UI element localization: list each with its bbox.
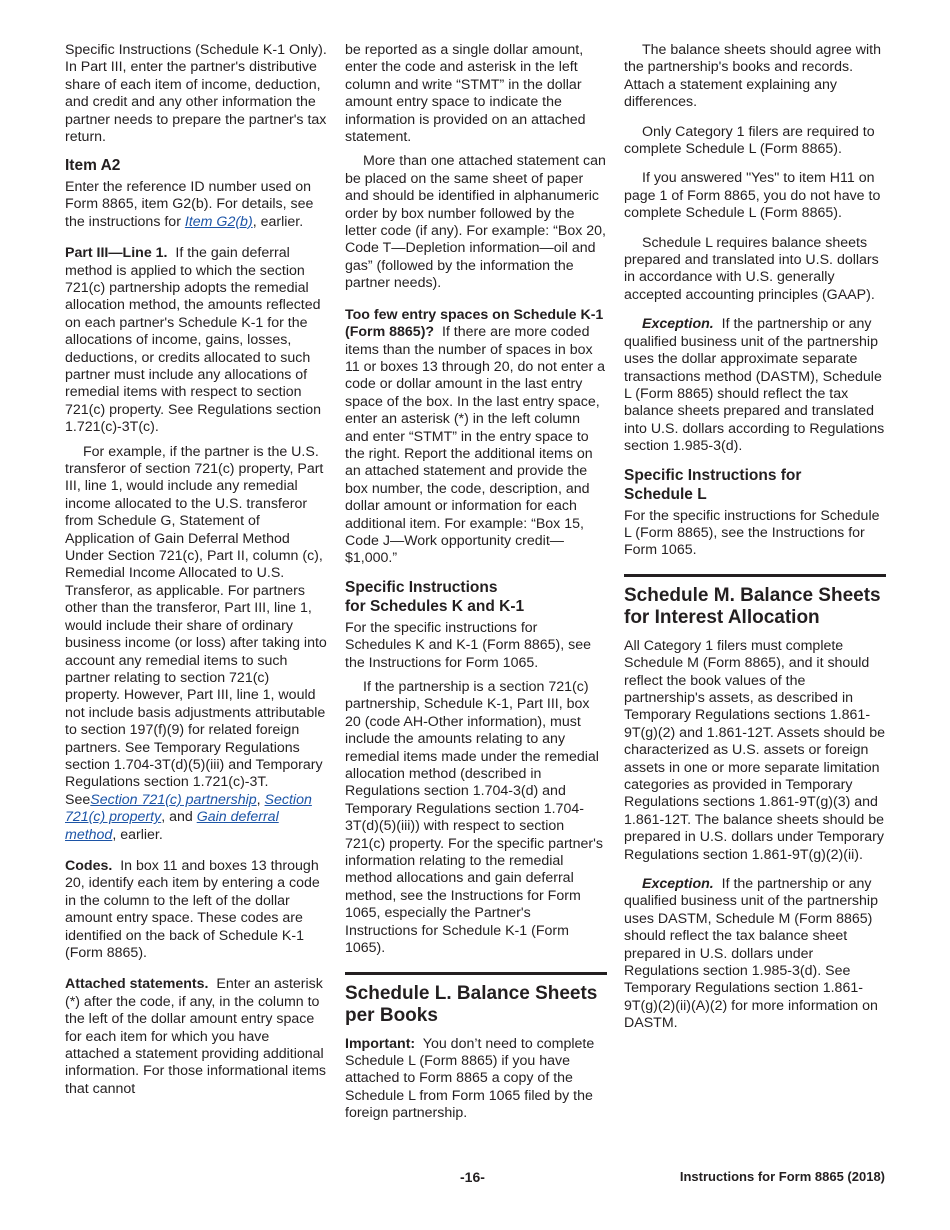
schedules-k-k1-heading: Specific Instructions for Schedules K and K-1 [345, 578, 525, 616]
continued-paragraph: be reported as a single dollar amount, enter the code and asterisk in the left column and write “STMT” in the dollar amount entry space to indicate the information is provided on an attached statement. [345, 42, 586, 146]
schedule-l-title: Schedule L. Balance Sheets per Books [345, 972, 607, 1027]
gain-deferral-method-link[interactable]: Gain deferral method [65, 809, 279, 843]
codes-paragraph: Codes. In box 11 and boxes 13 through 20, identify each item by entering a code in the column to the left of the dollar amount entry space. These codes are identified on the back of Schedule K-1 (Form 8865). [65, 857, 320, 961]
item-g2b-link[interactable]: Item G2(b) [184, 213, 253, 230]
balance-sheets-agree-paragraph: The balance sheets should agree with the partnership's books and records. Attach a statement explaining any differences. [624, 42, 881, 111]
dastm-exception-paragraph: Exception. If the partnership or any qualified business unit of the partnership uses the dollar approximate separate transactions method (DASTM), Schedule L (Form 8865) should reflect the tax balance sheets prepared and translated into U.S. dollars according to Regulations section 1.985-3(d). [624, 316, 885, 455]
intro-paragraph: Specific Instructions (Schedule K-1 Only). In Part III, enter the partner's distributive share of each item of income, deduction, and credit and any other information the partner needs to prepare the partner's tax return. [65, 42, 327, 146]
important-paragraph: Important: You don’t need to complete Schedule L (Form 8865) if you have attached to Form 8865 a copy of the Schedule L from Form 1065 filed by the foreign partnership. [345, 1035, 595, 1122]
page-number: -16- [460, 1169, 485, 1185]
part3-line1-paragraph: Part III—Line 1. If the gain deferral method is applied to which the section 721(c) partnership adopts the remedial allocation method, the amounts reflected on each partner's Schedule K-1 for the allocations of income, gains, losses, deductions, or credits allocated to such partner must include any allocations of remedial items with respect to section 721(c) property. See Regulations section 1.721(c)-3T(c). [65, 245, 322, 436]
column-3 [624, 42, 886, 1040]
schedule-m-title: Schedule M. Balance Sheets for Interest Allocation [624, 574, 886, 629]
too-few-entry-spaces-runin: Too few entry spaces on Schedule K-1 (Form 8865)? [345, 306, 604, 341]
schedule-l-specific-paragraph: For the specific instructions for Schedule L (Form 8865), see the Instructions for Form 1065. [624, 507, 880, 559]
too-few-entry-spaces-paragraph: Too few entry spaces on Schedule K-1 (Form 8865)? If there are more coded items than the number of spaces in box 11 or boxes 13 through 20, do not enter a code or dollar amount in the last entry space of the box. In the last entry space, enter an asterisk (*) in the left column and enter “STMT” in the entry space to the right. Report the additional items on an attached statement and provide the box number, the code, description, and dollar amount or information for each additional item. For example: “Box 15, Code J—Work opportunity credit—$1,000.” [345, 306, 606, 567]
item-a2-paragraph: Enter the reference ID number used on Form 8865, item G2(b). For details, see the instructions for Item G2(b), earlier. [65, 178, 314, 230]
section-721c-partnership-link[interactable]: Section 721(c) partnership [90, 791, 257, 808]
exception-runin: Exception. [642, 316, 714, 333]
part3-line1-runin: Part III—Line 1. [65, 245, 168, 262]
multiple-statements-paragraph: More than one attached statement can be placed on the same sheet of paper and should be identified in alphanumeric order by box number followed by the letter code (if any). For example: “Box 20, Code T—Depletion information—oil and gas” (followed by the information the partner needs). [345, 153, 607, 292]
important-runin: Important: [345, 1035, 416, 1052]
category-1-filers-paragraph: Only Category 1 filers are required to complete Schedule L (Form 8865). [624, 123, 875, 158]
example-paragraph: For example, if the partner is the U.S. transferor of section 721(c) property, Part III, line 1, would include any remedial income allocated to the U.S. transferor from Schedule G, Statement of Application of Gain Deferral Method Under Section 721(c), Part II, column (c), Remedial Income Allocated to U.S. Transferor, as applicable. For partners other than the transferor, Part III, line 1, would include their share of ordinary business income (or loss) after taking into account any remedial items to such partner relating to section 721(c) property. However, Part III, line 1, would not include basis adjustments attributable to section 197(f)(9) for related foreign partners. See Temporary Regulations section 1.704-3T(d)(5)(iii) and Temporary Regulations section 1.721(c)-3T. SeeSection 721(c) partnership, Section 721(c) property, and Gain deferral method, earlier. [65, 443, 327, 843]
attached-statements-paragraph: Attached statements. Enter an asterisk (*) after the code, if any, in the column to the left of the dollar amount entry space for each item for which you have attached a statement providing additional information. For those informational items that cannot [65, 976, 327, 1097]
schedule-l-specific-heading: Specific Instructions for Schedule L [624, 466, 802, 504]
schedule-m-paragraph: All Category 1 filers must complete Schedule M (Form 8865), and it should reflect the book values of the partnership's assets, as described in Temporary Regulations sections 1.861-9T(g)(2) and 1.861-12T. Assets should be characterized as U.S. assets or foreign assets in one or more separate limitation categories as provided in Temporary Regulations sections 1.861-9T(g)(3) and 1.861-12T. The balance sheets should be prepared in U.S. dollars under Temporary Regulations section 1.861-9T(g)(2)(ii). [624, 637, 886, 863]
item-a2-heading: Item A2 [65, 157, 121, 175]
schedule-m-exception-paragraph: Exception. If the partnership or any qualified business unit of the partnership uses DASTM, Schedule M (Form 8865) should reflect the tax balance sheet prepared in U.S. dollars under Regulations section 1.985-3(d). See Temporary Regulations section 1.861-9T(g)(2)(ii)(A)(2) for more information on DASTM. [624, 876, 878, 1032]
gaap-paragraph: Schedule L requires balance sheets prepared and translated into U.S. dollars in accordance with U.S. generally accepted accounting principles (GAAP). [624, 234, 879, 303]
footer-form-title: Instructions for Form 8865 (2018) [679, 1169, 885, 1184]
attached-statements-runin: Attached statements. [65, 976, 209, 993]
exception-runin: Exception. [642, 876, 714, 893]
item-h11-paragraph: If you answered "Yes" to item H11 on page 1 of Form 8865, you do not have to complete Schedule L (Form 8865). [624, 170, 881, 222]
schedules-k-paragraph: For the specific instructions for Schedules K and K-1 (Form 8865), see the Instructions for Form 1065. [345, 619, 592, 671]
column-1 [65, 42, 327, 1105]
codes-runin: Codes. [65, 857, 113, 874]
section-721c-property-link[interactable]: Section 721(c) property [65, 791, 312, 826]
column-2 [345, 42, 607, 1130]
section-721c-box20-paragraph: If the partnership is a section 721(c) partnership, Schedule K-1, Part III, box 20 (code AH-Other information), must include the amounts relating to any remedial items made under the remedial allocation method (described in Regulations section 1.704-3(d) and Temporary Regulations section 1.704-3T(d)(5)(iii)) with respect to section 721(c) property. For the specific partner's information relating to the remedial method allocations and gain deferral method, see the Instructions for Form 1065, especially the Partner's Instructions for Schedule K-1 (Form 1065). [345, 679, 603, 957]
